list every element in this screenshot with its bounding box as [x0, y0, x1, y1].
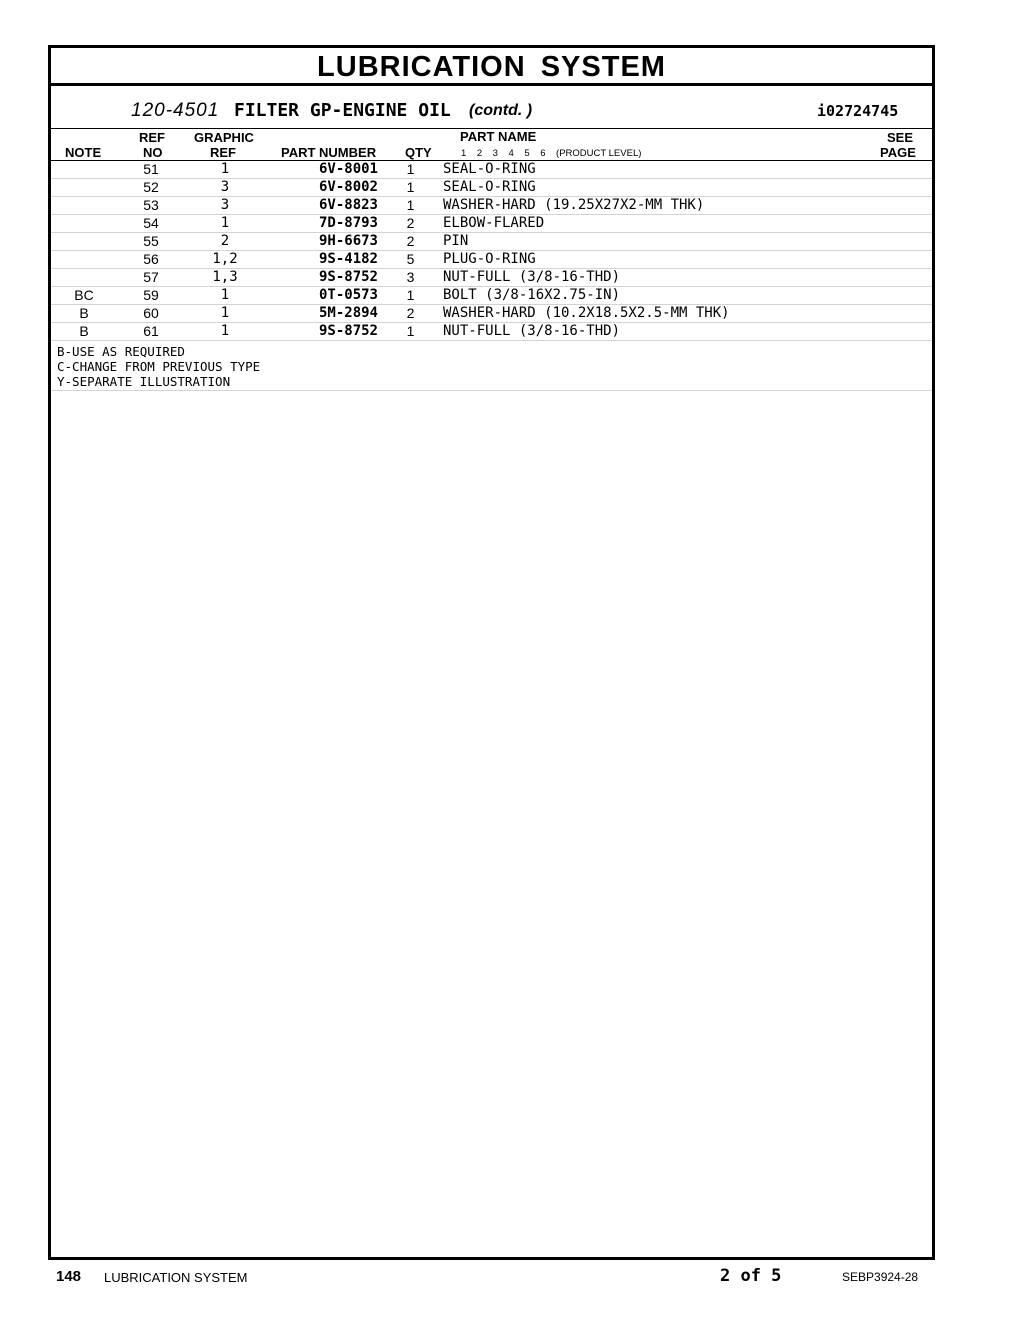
group-number: 120-4501: [131, 100, 220, 121]
table-row: [51, 269, 932, 287]
row-graphic-ref: 1: [185, 305, 265, 323]
table-row: [51, 233, 932, 251]
table-row: [51, 323, 932, 341]
header-graphic-bottom: REF: [210, 145, 236, 160]
row-part-number: 9S-8752: [265, 323, 378, 341]
row-ref-no: 55: [117, 233, 185, 251]
row-graphic-ref: 1,2: [185, 251, 265, 269]
note-c: C-CHANGE FROM PREVIOUS TYPE: [57, 359, 261, 374]
row-part-name: PIN: [443, 233, 932, 251]
row-part-name: WASHER-HARD (19.25X27X2-MM THK): [443, 197, 932, 215]
page-footer: [0, 1266, 1020, 1288]
header-ref-top: REF: [139, 130, 165, 145]
row-graphic-ref: 1: [185, 215, 265, 233]
row-graphic-ref: 1: [185, 323, 265, 341]
group-id: i02724745: [817, 102, 899, 120]
row-qty: 1: [378, 287, 443, 305]
row-graphic-ref: 1,3: [185, 269, 265, 287]
row-graphic-ref: 3: [185, 179, 265, 197]
row-part-name: PLUG-O-RING: [443, 251, 932, 269]
table-row: [51, 197, 932, 215]
row-qty: 2: [378, 305, 443, 323]
row-ref-no: 61: [117, 323, 185, 341]
group-heading: [51, 86, 932, 129]
table-row: [51, 179, 932, 197]
row-qty: 5: [378, 251, 443, 269]
section-title: LUBRICATION SYSTEM: [51, 48, 932, 86]
group-contd: (contd. ): [469, 102, 533, 119]
header-product-level: 1 2 3 4 5 6 (PRODUCT LEVEL): [461, 148, 642, 159]
row-note: [51, 215, 117, 233]
row-part-number: 6V-8823: [265, 197, 378, 215]
row-graphic-ref: 2: [185, 233, 265, 251]
header-ref-bottom: NO: [143, 145, 163, 160]
row-note: BC: [51, 287, 117, 305]
row-note: B: [51, 323, 117, 341]
row-graphic-ref: 3: [185, 197, 265, 215]
header-see-bottom: PAGE: [880, 145, 916, 160]
row-qty: 2: [378, 215, 443, 233]
row-graphic-ref: 1: [185, 161, 265, 179]
row-ref-no: 51: [117, 161, 185, 179]
row-ref-no: 54: [117, 215, 185, 233]
table-row: [51, 251, 932, 269]
header-part-number: PART NUMBER: [281, 145, 377, 160]
row-note: B: [51, 305, 117, 323]
row-ref-no: 57: [117, 269, 185, 287]
row-note: [51, 161, 117, 179]
notes-legend: [51, 341, 932, 391]
row-note: [51, 179, 117, 197]
row-note: [51, 233, 117, 251]
header-note: NOTE: [65, 145, 102, 160]
row-part-number: 0T-0573: [265, 287, 378, 305]
table-row: [51, 305, 932, 323]
row-part-name: NUT-FULL (3/8-16-THD): [443, 269, 932, 287]
row-note: [51, 251, 117, 269]
column-header: [51, 129, 932, 161]
note-b: B-USE AS REQUIRED: [57, 344, 185, 359]
row-part-name: ELBOW-FLARED: [443, 215, 932, 233]
header-qty: QTY: [405, 145, 432, 160]
row-ref-no: 56: [117, 251, 185, 269]
row-part-name: BOLT (3/8-16X2.75-IN): [443, 287, 932, 305]
row-qty: 3: [378, 269, 443, 287]
row-part-number: 6V-8002: [265, 179, 378, 197]
header-see-top: SEE: [887, 130, 914, 145]
page-frame: [48, 45, 935, 1260]
footer-doc-id: SEBP3924-28: [842, 1270, 919, 1284]
row-qty: 1: [378, 179, 443, 197]
row-part-name: NUT-FULL (3/8-16-THD): [443, 323, 932, 341]
row-part-name: WASHER-HARD (10.2X18.5X2.5-MM THK): [443, 305, 932, 323]
row-part-name: SEAL-O-RING: [443, 161, 932, 179]
row-qty: 1: [378, 161, 443, 179]
row-note: [51, 197, 117, 215]
row-part-number: 9S-4182: [265, 251, 378, 269]
row-ref-no: 59: [117, 287, 185, 305]
row-ref-no: 60: [117, 305, 185, 323]
parts-table: [51, 161, 932, 341]
row-part-number: 5M-2894: [265, 305, 378, 323]
footer-page-number: 148: [56, 1268, 82, 1285]
table-row: [51, 287, 932, 305]
table-row: [51, 161, 932, 179]
row-part-number: 9H-6673: [265, 233, 378, 251]
group-name: FILTER GP-ENGINE OIL: [234, 100, 451, 121]
header-part-name: PART NAME: [460, 129, 537, 144]
row-part-name: SEAL-O-RING: [443, 179, 932, 197]
footer-section: LUBRICATION SYSTEM: [104, 1270, 248, 1285]
row-ref-no: 52: [117, 179, 185, 197]
table-row: [51, 215, 932, 233]
row-part-number: 6V-8001: [265, 161, 378, 179]
header-graphic-top: GRAPHIC: [194, 130, 254, 145]
row-qty: 2: [378, 233, 443, 251]
note-y: Y-SEPARATE ILLUSTRATION: [57, 374, 231, 389]
row-part-number: 7D-8793: [265, 215, 378, 233]
row-qty: 1: [378, 323, 443, 341]
row-note: [51, 269, 117, 287]
row-qty: 1: [378, 197, 443, 215]
row-ref-no: 53: [117, 197, 185, 215]
row-graphic-ref: 1: [185, 287, 265, 305]
footer-page-of: 2 of 5: [720, 1266, 782, 1286]
row-part-number: 9S-8752: [265, 269, 378, 287]
